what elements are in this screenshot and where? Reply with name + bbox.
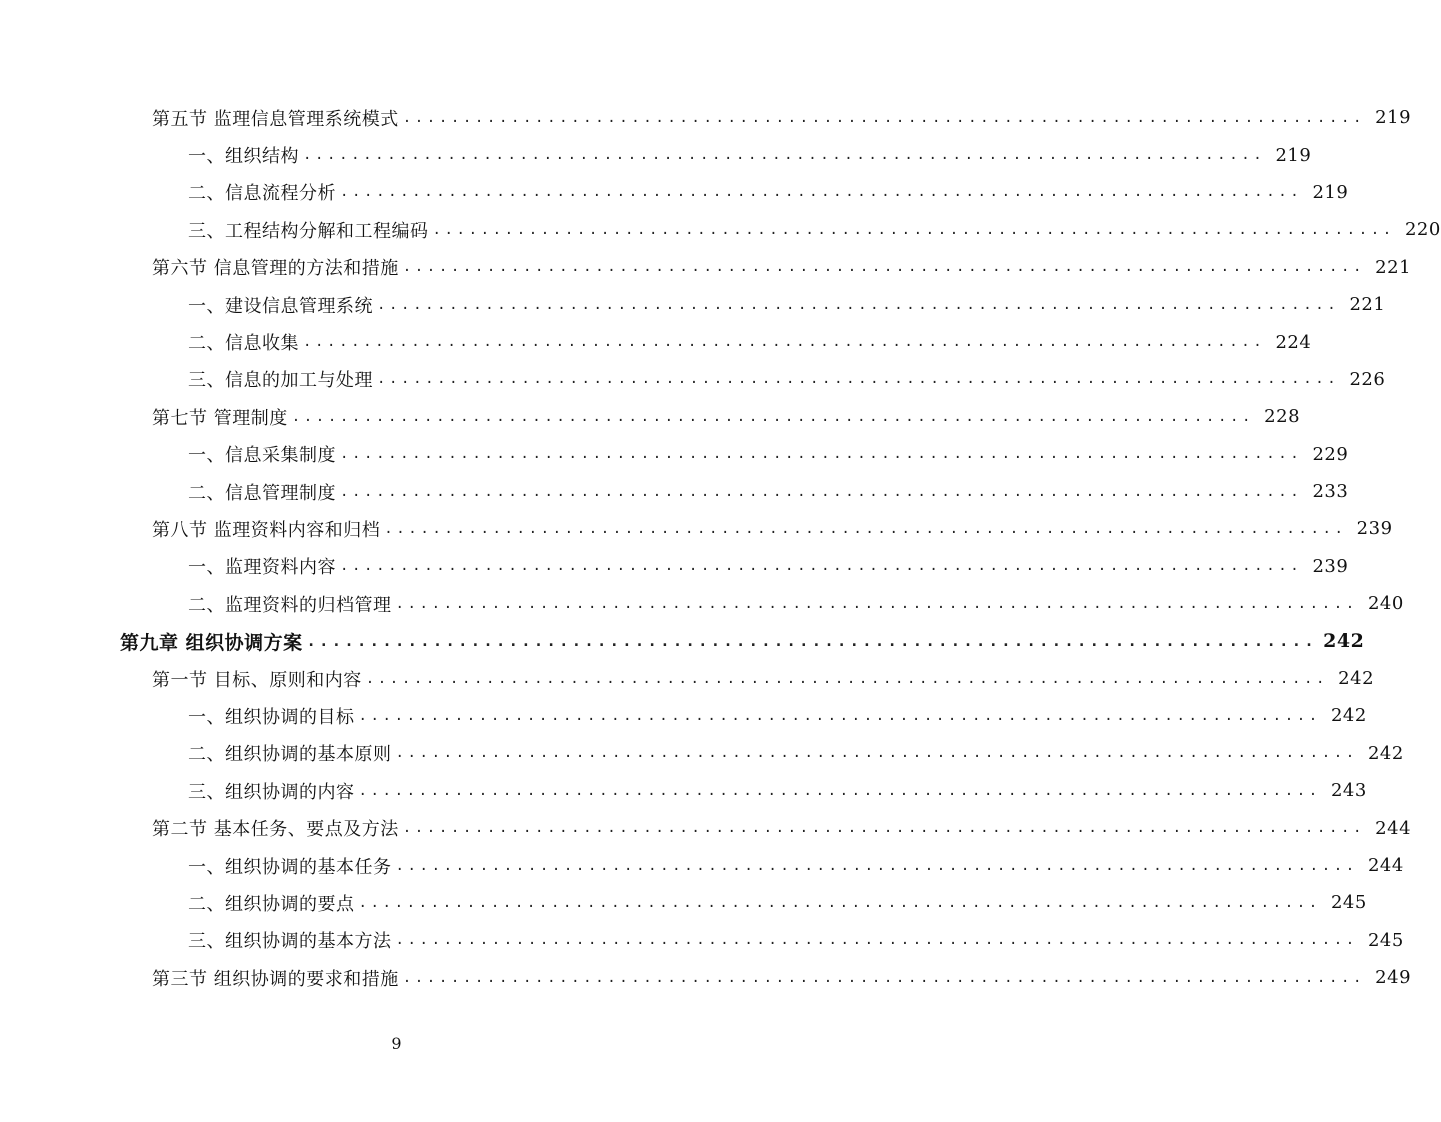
toc-entry-text: 工程结构分解和工程编码 [225,220,429,242]
toc-entry-label: 一、 [188,856,225,878]
toc-entry-label: 第五节 [152,108,208,130]
toc-entry-page: 239 [1356,518,1393,540]
toc-entry-chapter[interactable] [0,622,1365,659]
toc-entry-text: 信息采集制度 [225,445,336,467]
toc-entry-label: 二、 [188,744,225,766]
toc-entry-text: 组织协调的目标 [225,706,355,728]
toc-entry-text: 管理制度 [213,407,288,429]
toc-entry-label: 三、 [188,931,225,953]
dot-leader: ................................................................................ [402,109,1366,126]
toc-entry-text: 组织协调的基本原则 [225,744,392,766]
dot-leader: ................................................................................ [303,147,1266,164]
toc-entry-page: 242 [1338,668,1375,690]
toc-entry-text: 组织协调的要点 [225,893,355,915]
toc-entry-label: 二、 [188,893,225,915]
toc-entry-page: 224 [1275,331,1312,353]
dot-leader: ................................................................................ [432,221,1395,238]
toc-entry-section[interactable] [0,660,1375,697]
dot-leader: ................................................................................ [384,520,1347,537]
toc-entry-title [188,142,299,168]
toc-entry-label: 第七节 [152,407,208,429]
toc-entry-text: 组织协调的内容 [225,781,355,803]
toc-entry-item[interactable] [0,585,1404,622]
toc-entry-label: 二、 [188,183,225,205]
toc-entry-page: 228 [1264,406,1301,428]
dot-leader: ................................................................................ [402,820,1366,837]
toc-entry-text: 组织协调的基本任务 [225,856,392,878]
dot-leader: ................................................................................ [395,857,1358,874]
toc-entry-label: 二、 [188,594,225,616]
toc-entry-text: 组织协调的要求和措施 [213,968,399,990]
toc-entry-text: 信息管理制度 [225,482,336,504]
toc-entry-page: 221 [1375,256,1412,278]
toc-entry-title [188,778,355,804]
toc-entry-title [188,740,392,766]
toc-entry-title [152,254,399,280]
toc-entry-text: 目标、原则和内容 [213,669,362,691]
toc-entry-title [188,441,336,467]
toc-entry-page: 242 [1367,742,1404,764]
toc-entry-page: 239 [1312,555,1349,577]
toc-entry-title [188,703,355,729]
toc-entry-item[interactable] [0,884,1367,921]
toc-entry-item[interactable] [0,473,1349,510]
toc-entry-title [188,179,336,205]
dot-leader: ................................................................................ [358,707,1321,724]
toc-entry-page: 219 [1275,144,1312,166]
toc-entry-page: 244 [1375,817,1412,839]
toc-entry-label: 二、 [188,482,225,504]
toc-entry-title [188,853,392,879]
toc-entry-section[interactable] [0,99,1412,136]
dot-leader: ................................................................................ [340,184,1303,201]
dot-leader: ................................................................................ [377,296,1340,313]
toc-entry-text: 组织结构 [225,146,299,168]
toc-entry-label: 一、 [188,146,225,168]
dot-leader: ................................................................................ [365,670,1329,687]
toc-entry-item[interactable] [0,436,1349,473]
toc-entry-label: 二、 [188,333,225,355]
toc-entry-text: 信息流程分析 [225,183,336,205]
toc-entry-title [152,516,380,542]
toc-entry-item[interactable] [0,286,1386,323]
toc-entry-text: 基本任务、要点及方法 [213,819,399,841]
toc-entry-page: 220 [1404,219,1441,241]
toc-entry-title [188,890,355,916]
toc-entry-label: 第六节 [152,258,208,280]
toc-entry-text: 信息收集 [225,333,299,355]
toc-entry-text: 信息管理的方法和措施 [213,258,399,280]
dot-leader: ................................................................................ [395,595,1358,612]
table-of-contents [0,99,1441,996]
toc-entry-section[interactable] [0,809,1412,846]
toc-entry-title [152,815,399,841]
toc-entry-text: 建设信息管理系统 [225,295,373,317]
dot-leader: ................................................................................ [395,932,1358,949]
toc-entry-label: 第八节 [152,519,208,541]
dot-leader: ................................................................................ [340,483,1303,500]
toc-entry-item[interactable] [0,697,1367,734]
toc-entry-item[interactable] [0,548,1349,585]
toc-entry-label: 一、 [188,557,225,579]
toc-entry-title [152,666,362,692]
toc-entry-page: 245 [1330,892,1367,914]
toc-entry-section[interactable] [0,398,1301,435]
toc-entry-title [188,591,392,617]
toc-entry-section[interactable] [0,249,1412,286]
toc-entry-item[interactable] [0,361,1386,398]
toc-entry-page: 242 [1323,630,1365,653]
toc-entry-text: 信息的加工与处理 [225,370,373,392]
toc-entry-item[interactable] [0,922,1404,959]
toc-entry-text: 组织协调的基本方法 [225,931,392,953]
toc-entry-title [152,404,288,430]
toc-entry-label: 一、 [188,706,225,728]
toc-entry-label: 第二节 [152,819,208,841]
toc-entry-text: 组织协调方案 [185,631,303,654]
toc-entry-page: 221 [1349,294,1386,316]
toc-entry-label: 三、 [188,370,225,392]
toc-entry-title [188,366,373,392]
toc-entry-title [188,217,429,243]
toc-entry-title [188,329,299,355]
toc-entry-label: 第三节 [152,968,208,990]
toc-entry-page: 249 [1375,967,1412,989]
toc-entry-page: 240 [1367,593,1404,615]
toc-entry-label: 一、 [188,295,225,317]
toc-entry-page: 243 [1330,780,1367,802]
toc-entry-title [188,927,392,953]
toc-entry-item[interactable] [0,847,1404,884]
toc-entry-page: 229 [1312,443,1349,465]
dot-leader: ................................................................................ [306,632,1318,651]
page-number: 9 [391,1034,402,1053]
toc-entry-page: 242 [1330,705,1367,727]
toc-entry-label: 三、 [188,781,225,803]
toc-entry-page: 219 [1375,107,1412,129]
toc-entry-text: 监理资料的归档管理 [225,594,392,616]
toc-entry-label: 三、 [188,220,225,242]
dot-leader: ................................................................................ [291,408,1255,425]
toc-entry-label: 第一节 [152,669,208,691]
toc-entry-item[interactable] [0,211,1441,248]
toc-entry-item[interactable] [0,772,1367,809]
toc-entry-title [152,105,399,131]
dot-leader: ................................................................................ [303,334,1266,351]
dot-leader: ................................................................................ [402,259,1366,276]
dot-leader: ................................................................................ [402,969,1366,986]
toc-entry-page: 233 [1312,481,1349,503]
toc-entry-title [188,292,373,318]
toc-entry-text: 监理资料内容 [225,557,336,579]
toc-entry-item[interactable] [0,174,1349,211]
toc-entry-label: 第九章 [120,631,179,654]
toc-entry-page: 226 [1349,368,1386,390]
toc-entry-text: 监理资料内容和归档 [213,519,381,541]
toc-entry-item[interactable] [0,136,1312,173]
dot-leader: ................................................................................ [377,371,1340,388]
toc-entry-page: 219 [1312,181,1349,203]
toc-entry-title [188,553,336,579]
dot-leader: ................................................................................ [340,558,1303,575]
dot-leader: ................................................................................ [358,894,1321,911]
toc-entry-text: 监理信息管理系统模式 [213,108,399,130]
toc-entry-item[interactable] [0,323,1312,360]
dot-leader: ................................................................................ [340,446,1303,463]
toc-entry-title [188,479,336,505]
toc-entry-section[interactable] [0,510,1393,547]
toc-entry-title [120,628,303,655]
toc-entry-section[interactable] [0,959,1412,996]
toc-entry-title [152,965,399,991]
toc-entry-page: 244 [1367,855,1404,876]
toc-entry-item[interactable] [0,735,1404,772]
toc-entry-page: 245 [1367,929,1404,951]
toc-entry-label: 一、 [188,445,225,467]
dot-leader: ................................................................................ [395,745,1358,762]
dot-leader: ................................................................................ [358,782,1321,799]
